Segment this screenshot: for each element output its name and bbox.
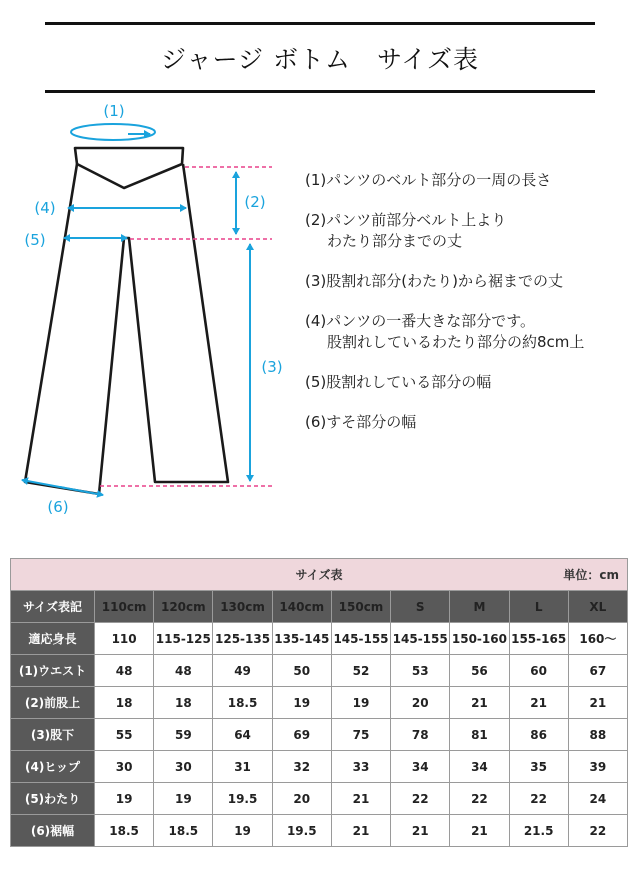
table-cell: 49 — [213, 655, 272, 687]
table-cell: 30 — [95, 751, 154, 783]
table-cell: 60 — [509, 655, 568, 687]
desc-item-3 — [305, 271, 635, 292]
desc-line: (4)パンツの一番大きな部分です。 — [305, 312, 536, 330]
row-label: 適応身長 — [11, 623, 95, 655]
table-cell: 21 — [391, 815, 450, 847]
waistband — [75, 148, 183, 188]
table-cell: 22 — [391, 783, 450, 815]
table-cell: 81 — [450, 719, 509, 751]
table-cell: 19 — [95, 783, 154, 815]
header-size: L — [509, 591, 568, 623]
table-cell: 125-135 — [213, 623, 272, 655]
header-size: M — [450, 591, 509, 623]
table-cell: 19 — [154, 783, 213, 815]
table-cell: 34 — [450, 751, 509, 783]
waist-arrow — [71, 124, 155, 140]
table-caption-cell — [11, 559, 628, 591]
table-cell: 21.5 — [509, 815, 568, 847]
table-cell: 22 — [509, 783, 568, 815]
table-cell: 24 — [568, 783, 627, 815]
header-size: 140cm — [272, 591, 331, 623]
table-cell: 21 — [331, 783, 390, 815]
table-cell: 21 — [568, 687, 627, 719]
row-label: (3)股下 — [11, 719, 95, 751]
table-cell: 18.5 — [213, 687, 272, 719]
desc-line: (3)股割れ部分(わたり)から裾までの丈 — [305, 272, 563, 290]
row-label: (5)わたり — [11, 783, 95, 815]
header-size: 110cm — [95, 591, 154, 623]
table-cell: 18 — [154, 687, 213, 719]
desc-line-2: わたり部分までの丈 — [327, 232, 463, 250]
table-cell: 55 — [95, 719, 154, 751]
table-body — [11, 623, 628, 847]
desc-item-5 — [305, 372, 635, 393]
header-label: サイズ表記 — [11, 591, 95, 623]
row-label: (6)裾幅 — [11, 815, 95, 847]
header-size: 120cm — [154, 591, 213, 623]
label-m6: (6) — [47, 498, 69, 516]
table-cell: 22 — [450, 783, 509, 815]
desc-item-6 — [305, 412, 635, 433]
table-cell: 21 — [450, 815, 509, 847]
row-label: (2)前股上 — [11, 687, 95, 719]
table-unit: 単位：cm — [563, 567, 619, 582]
table-header-row — [11, 591, 628, 623]
pants-diagram — [0, 92, 300, 522]
table-cell: 22 — [568, 815, 627, 847]
table-cell: 53 — [391, 655, 450, 687]
label-m5: (5) — [24, 231, 46, 249]
table-cell: 160～ — [568, 623, 627, 655]
table-cell: 56 — [450, 655, 509, 687]
table-cell: 48 — [95, 655, 154, 687]
header-size: XL — [568, 591, 627, 623]
page-title: ジャージ ボトム サイズ表 — [161, 45, 479, 74]
table-cell: 18.5 — [154, 815, 213, 847]
table-cell: 33 — [331, 751, 390, 783]
label-m2: (2) — [244, 193, 266, 211]
table-cell: 59 — [154, 719, 213, 751]
guide-lines — [100, 167, 272, 486]
table-cell: 67 — [568, 655, 627, 687]
desc-item-2 — [305, 210, 635, 252]
table-cell: 115-125 — [154, 623, 213, 655]
desc-line: (5)股割れしている部分の幅 — [305, 373, 492, 391]
header-size: 150cm — [331, 591, 390, 623]
table-cell: 145-155 — [391, 623, 450, 655]
table-caption-row — [11, 559, 628, 591]
table-cell: 19 — [213, 815, 272, 847]
table-cell: 150-160 — [450, 623, 509, 655]
title-rule-top — [45, 22, 595, 25]
table-cell: 21 — [331, 815, 390, 847]
label-m1: (1) — [103, 102, 125, 120]
table-cell: 18.5 — [95, 815, 154, 847]
desc-item-1 — [305, 170, 635, 191]
table-cell: 20 — [272, 783, 331, 815]
table-cell: 32 — [272, 751, 331, 783]
hem-arrow — [22, 480, 103, 495]
table-cell: 21 — [450, 687, 509, 719]
table-cell: 31 — [213, 751, 272, 783]
table-cell: 110 — [95, 623, 154, 655]
size-table-wrap — [10, 558, 628, 847]
table-row — [11, 815, 628, 847]
size-table — [10, 558, 628, 847]
desc-line-2: 股割れしているわたり部分の約8cm上 — [327, 333, 585, 351]
table-cell: 39 — [568, 751, 627, 783]
table-cell: 69 — [272, 719, 331, 751]
measurement-descriptions — [305, 170, 635, 452]
desc-line: (2)パンツ前部分ベルト上より — [305, 211, 507, 229]
table-cell: 19.5 — [272, 815, 331, 847]
table-row — [11, 719, 628, 751]
table-cell: 145-155 — [331, 623, 390, 655]
table-cell: 48 — [154, 655, 213, 687]
table-cell: 75 — [331, 719, 390, 751]
table-cell: 20 — [391, 687, 450, 719]
table-row — [11, 655, 628, 687]
table-cell: 34 — [391, 751, 450, 783]
label-m4: (4) — [34, 199, 56, 217]
table-caption: サイズ表 — [295, 567, 343, 582]
desc-line: (6)すそ部分の幅 — [305, 413, 417, 431]
table-cell: 19.5 — [213, 783, 272, 815]
table-cell: 155-165 — [509, 623, 568, 655]
table-cell: 64 — [213, 719, 272, 751]
label-m3: (3) — [261, 358, 283, 376]
table-cell: 86 — [509, 719, 568, 751]
table-row — [11, 751, 628, 783]
table-cell: 50 — [272, 655, 331, 687]
table-cell: 88 — [568, 719, 627, 751]
table-cell: 135-145 — [272, 623, 331, 655]
table-cell: 19 — [331, 687, 390, 719]
row-label: (1)ウエスト — [11, 655, 95, 687]
table-row — [11, 687, 628, 719]
table-row — [11, 783, 628, 815]
table-row — [11, 623, 628, 655]
table-cell: 35 — [509, 751, 568, 783]
desc-line: (1)パンツのベルト部分の一周の長さ — [305, 171, 552, 189]
header-size: S — [391, 591, 450, 623]
header-size: 130cm — [213, 591, 272, 623]
table-cell: 21 — [509, 687, 568, 719]
table-cell: 52 — [331, 655, 390, 687]
row-label: (4)ヒップ — [11, 751, 95, 783]
table-cell: 19 — [272, 687, 331, 719]
table-cell: 30 — [154, 751, 213, 783]
table-cell: 78 — [391, 719, 450, 751]
desc-item-4 — [305, 311, 635, 353]
table-cell: 18 — [95, 687, 154, 719]
